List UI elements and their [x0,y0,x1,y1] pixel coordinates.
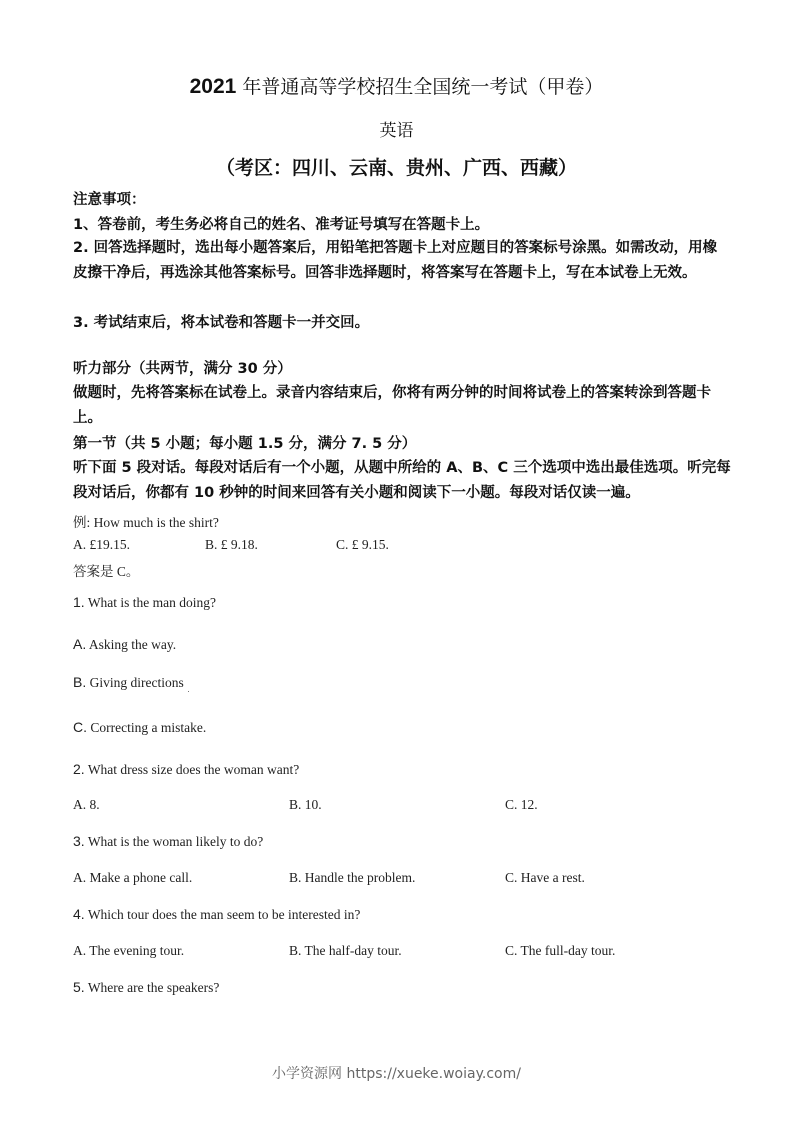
question-number: 2. [73,761,85,777]
section1-instruction: 听下面 5 段对话。每段对话后有一个小题，从题中所给的 A、B、C 三个选项中选出最佳选项。听完每段对话后，你都有 10 秒钟的时间来回答有关小题和阅读下一小题。每段对话仅读一遍。 [73,460,731,501]
question-number: 3. [73,833,85,849]
option-letter: B. [73,674,87,690]
q4-option-c: C. The full-day tour. [505,943,616,958]
question-number: 4. [73,906,85,922]
q3-option-b: B. Handle the problem. [289,870,416,885]
q1-option-b [73,674,184,691]
note-item-1: 1、答卷前，考生务必将自己的姓名、准考证号填写在答题卡上。 [73,217,490,233]
option-letter: C. [73,719,87,735]
question-text: Where are the speakers? [84,980,220,995]
subject-label: 英语 [379,121,414,141]
q1-option-a [73,636,176,653]
q3-option-a: A. Make a phone call. [73,870,193,885]
notes-heading: 注意事项： [73,192,146,208]
watermark-footer: 小学资源网 https://xueke.woiay.com/ [272,1066,521,1082]
example-option-a: A. £19.15. [73,537,130,552]
question-text: What is the woman likely to do? [84,834,264,849]
q2-option-a: A. 8. [73,797,100,812]
question-text: What is the man doing? [84,595,217,610]
q4-option-b: B. The half-day tour. [289,943,402,958]
exam-year: 2021 [189,75,237,98]
question-2 [73,761,299,778]
question-text: What dress size does the woman want? [84,762,300,777]
question-1 [73,594,216,611]
exam-title-text: 年普通高等学校招生全国统一考试（甲卷） [236,76,604,98]
listening-heading: 听力部分（共两节，满分 30 分） [73,361,292,377]
exam-title [0,72,793,99]
example-question: 例: How much is the shirt? [73,515,219,530]
section1-heading: 第一节（共 5 小题；每小题 1.5 分，满分 7. 5 分） [73,436,417,452]
q2-option-c: C. 12. [505,797,538,812]
q4-option-a: A. The evening tour. [73,943,185,958]
option-text: Correcting a mistake. [87,720,207,735]
question-number: 5. [73,979,85,995]
question-number: 1. [73,594,85,610]
question-3 [73,833,263,850]
question-5 [73,979,219,996]
example-option-b: B. £ 9.18. [205,537,258,552]
exam-region: （考区：四川、云南、贵州、广西、西藏） [215,157,577,179]
option-text: Asking the way. [86,637,177,652]
example-option-c: C. £ 9.15. [336,537,389,552]
option-text: Giving directions [86,675,184,690]
note-item-2: 2. 回答选择题时，选出每小题答案后，用铅笔把答题卡上对应题目的答案标号涂黑。如需改动，用橡皮擦干净后，再选涂其他答案标号。回答非选择题时，将答案写在答题卡上，写在本试卷上无效。 [73,240,718,281]
stray-mark [188,691,189,692]
question-text: Which tour does the man seem to be interested in? [84,907,361,922]
question-4 [73,906,360,923]
option-letter: A. [73,636,87,652]
listening-instruction: 做题时，先将答案标在试卷上。录音内容结束后，你将有两分钟的时间将试卷上的答案转涂到答题卡上。 [73,385,711,426]
q2-option-b: B. 10. [289,797,322,812]
example-answer: 答案是 C。 [73,564,140,579]
note-item-3: 3. 考试结束后，将本试卷和答题卡一并交回。 [73,315,370,331]
q3-option-c: C. Have a rest. [505,870,585,885]
q1-option-c [73,719,206,736]
